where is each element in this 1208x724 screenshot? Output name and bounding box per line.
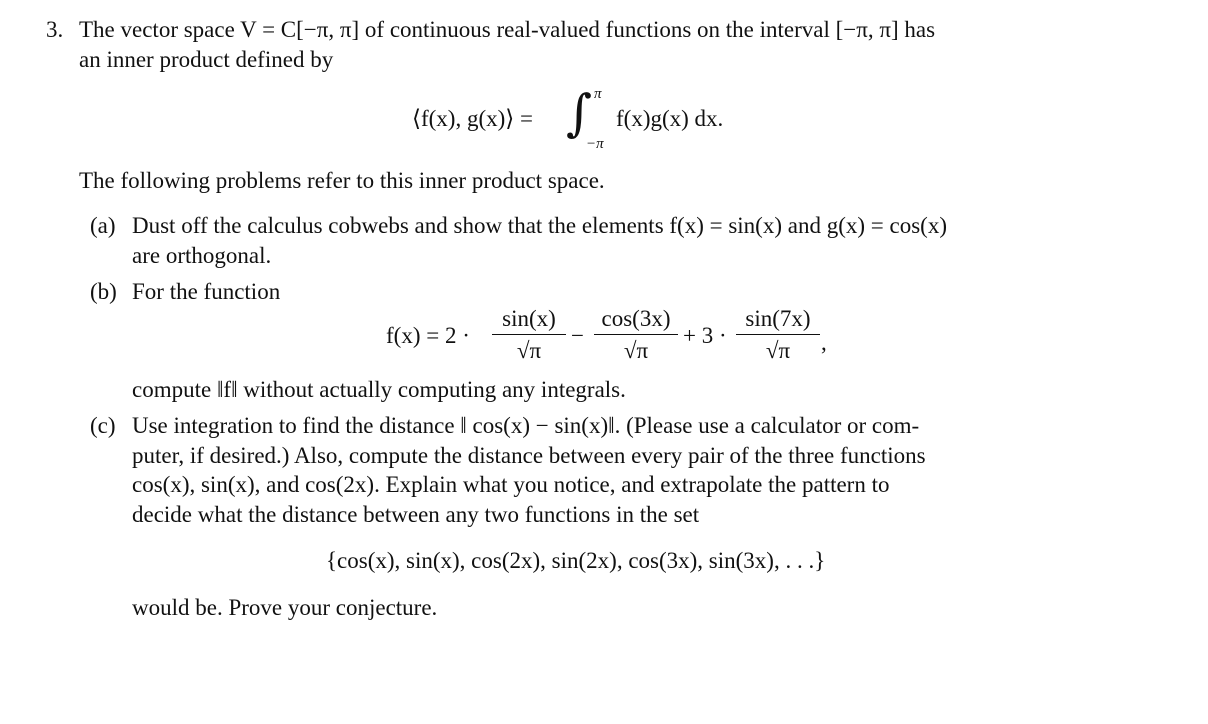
part-c-line-2: puter, if desired.) Also, compute the distance between every pair of the three functions	[132, 443, 926, 468]
part-c-line-4: decide what the distance between any two functions in the set	[132, 502, 700, 527]
integral-upper-limit: π	[594, 86, 602, 102]
part-b-line-1: For the function	[132, 279, 281, 304]
integrand: f(x)g(x) dx.	[616, 106, 724, 131]
part-a-line-1: Dust off the calculus cobwebs and show that the elements f(x) = sin(x) and g(x) = cos(x)	[132, 213, 947, 238]
part-c-line-3: cos(x), sin(x), and cos(2x). Explain what you notice, and extrapolate the pattern to	[132, 472, 890, 497]
problem-number: 3.	[46, 17, 64, 42]
intro-line-2: an inner product defined by	[79, 47, 334, 72]
part-b-line-2: compute ‖f‖ without actually computing any integrals.	[132, 377, 626, 402]
part-a-label: (a)	[90, 213, 116, 238]
part-c-line-1: Use integration to find the distance ‖ cos(x) − sin(x)‖. (Please use a calculator or com-	[132, 413, 920, 438]
part-a-line-2: are orthogonal.	[132, 243, 272, 268]
fraction-cos-3x-denominator: √π	[623, 338, 649, 363]
part-c-line-5: would be. Prove your conjecture.	[132, 595, 438, 620]
fraction-sin-x	[492, 305, 566, 365]
integral-lower-limit: −π	[586, 136, 604, 152]
function-lhs: f(x) = 2 ·	[386, 323, 470, 348]
fraction-cos-3x	[594, 305, 678, 365]
function-set: {cos(x), sin(x), cos(2x), sin(2x), cos(3x), sin(3x), . . .}	[326, 548, 826, 573]
following-sentence: The following problems refer to this inner product space.	[79, 168, 605, 193]
fraction-cos-3x-numerator: cos(3x)	[601, 306, 671, 331]
trailing-comma: ,	[821, 330, 827, 355]
part-c-label: (c)	[90, 413, 116, 438]
inner-product-lhs: ⟨f(x), g(x)⟩ =	[412, 106, 533, 131]
fraction-bar	[736, 334, 820, 335]
fraction-sin-x-denominator: √π	[516, 338, 542, 363]
fraction-sin-x-numerator: sin(x)	[502, 306, 556, 331]
part-b-label: (b)	[90, 279, 117, 304]
fraction-sin-7x	[736, 305, 820, 365]
integral-sign: ∫	[566, 84, 593, 142]
fraction-sin-7x-denominator: √π	[765, 338, 791, 363]
fraction-bar	[594, 334, 678, 335]
minus-sign: −	[571, 323, 584, 348]
fraction-bar	[492, 334, 566, 335]
plus-three: + 3 ·	[683, 323, 727, 348]
intro-line-1: The vector space V = C[−π, π] of continuous real-valued functions on the interval [−π, π] has	[79, 17, 936, 42]
fraction-sin-7x-numerator: sin(7x)	[745, 306, 811, 331]
